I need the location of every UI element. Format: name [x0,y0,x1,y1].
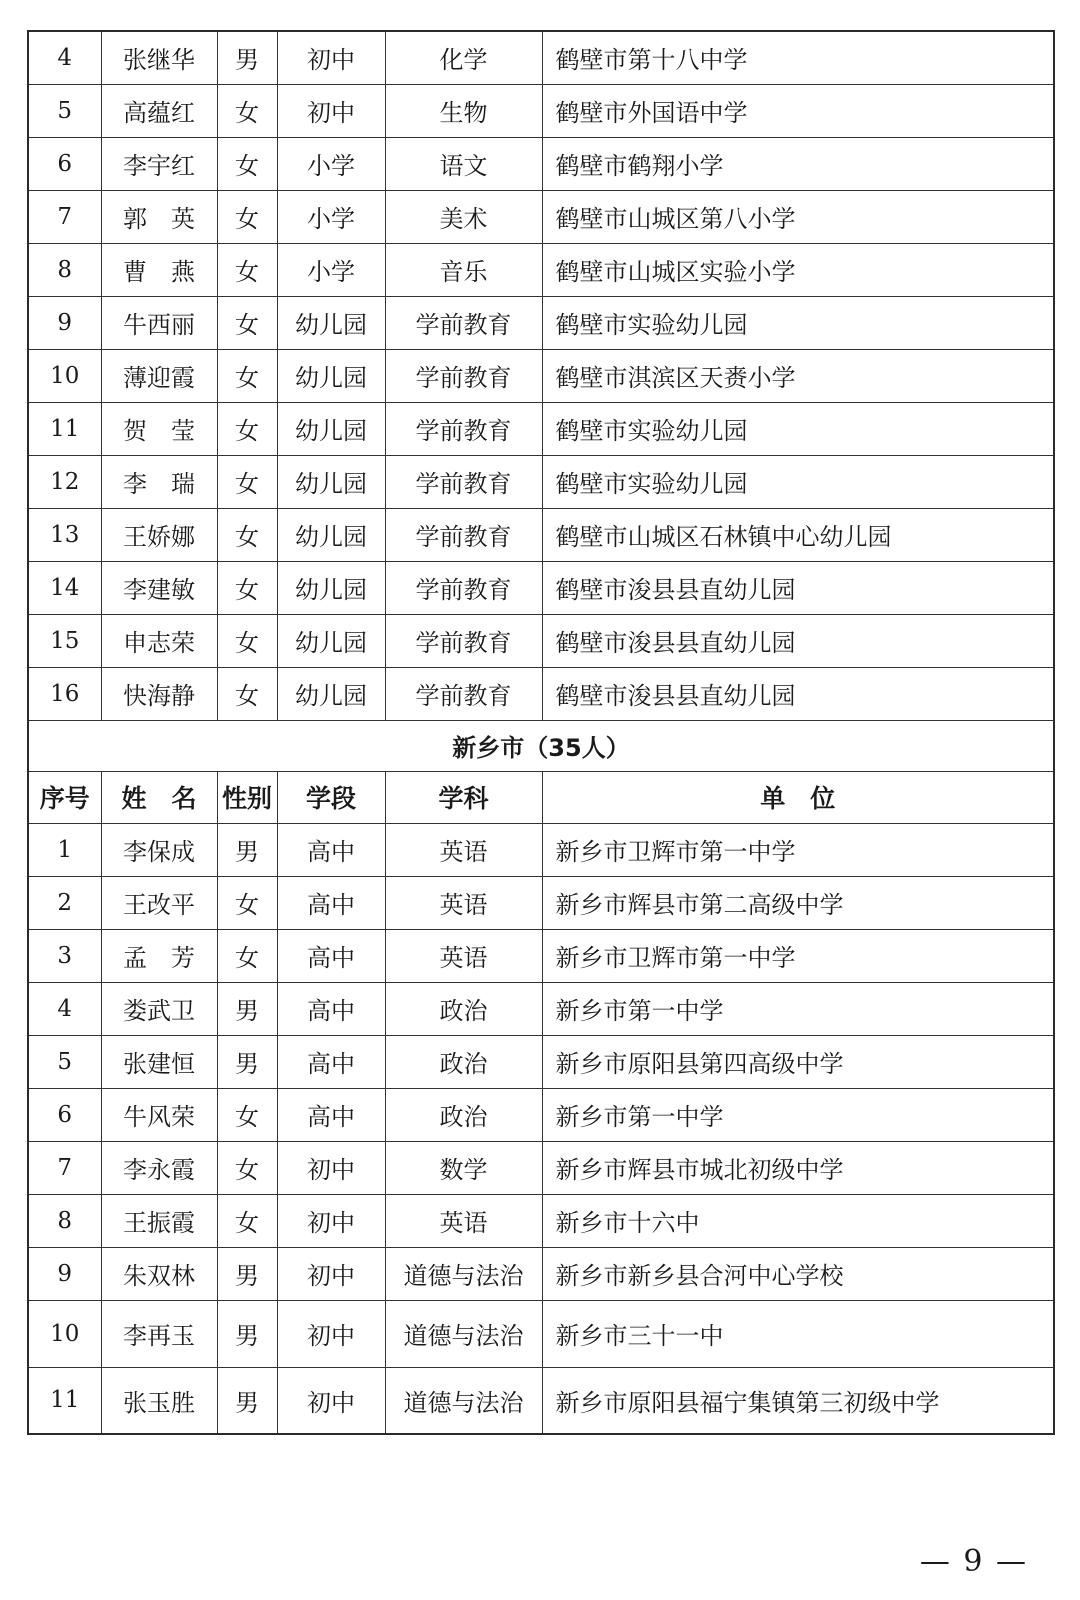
cell-gender: 女 [217,561,277,614]
cell-name: 王改平 [101,876,217,929]
cell-stage: 幼儿园 [277,561,385,614]
cell-name: 李 瑞 [101,455,217,508]
cell-unit: 鹤壁市实验幼儿园 [542,296,1054,349]
cell-name: 郭 英 [101,190,217,243]
cell-unit: 新乡市第一中学 [542,1088,1054,1141]
cell-stage: 幼儿园 [277,614,385,667]
cell-subject: 音乐 [385,243,542,296]
cell-subject: 政治 [385,1088,542,1141]
cell-no: 1 [28,823,101,876]
cell-name: 王振霞 [101,1194,217,1247]
cell-gender: 女 [217,667,277,720]
cell-no: 7 [28,1141,101,1194]
table-row [28,84,1054,137]
cell-no: 7 [28,190,101,243]
table-row [28,296,1054,349]
cell-gender: 女 [217,508,277,561]
cell-subject: 数学 [385,1141,542,1194]
cell-stage: 幼儿园 [277,508,385,561]
cell-unit: 新乡市三十一中 [542,1300,1054,1367]
cell-stage: 初中 [277,84,385,137]
section-title: 新乡市（35人） [28,720,1054,771]
cell-name: 张玉胜 [101,1367,217,1434]
cell-stage: 初中 [277,1194,385,1247]
cell-no: 9 [28,296,101,349]
table-row [28,402,1054,455]
cell-stage: 高中 [277,823,385,876]
table-row [28,243,1054,296]
cell-unit: 新乡市十六中 [542,1194,1054,1247]
cell-gender: 女 [217,876,277,929]
table-row [28,614,1054,667]
column-header-row [28,771,1054,823]
cell-gender: 女 [217,1194,277,1247]
cell-stage: 幼儿园 [277,349,385,402]
cell-gender: 女 [217,296,277,349]
cell-stage: 高中 [277,929,385,982]
cell-name: 张建恒 [101,1035,217,1088]
cell-gender: 女 [217,402,277,455]
cell-stage: 初中 [277,1141,385,1194]
cell-no: 2 [28,876,101,929]
cell-subject: 道德与法治 [385,1300,542,1367]
cell-stage: 高中 [277,876,385,929]
cell-unit: 新乡市第一中学 [542,982,1054,1035]
cell-gender: 女 [217,190,277,243]
cell-no: 9 [28,1247,101,1300]
teacher-roster-table [27,30,1055,1435]
cell-name: 牛风荣 [101,1088,217,1141]
cell-gender: 男 [217,1035,277,1088]
cell-no: 13 [28,508,101,561]
table-row [28,508,1054,561]
table-row [28,823,1054,876]
cell-gender: 女 [217,243,277,296]
cell-unit: 鹤壁市山城区实验小学 [542,243,1054,296]
cell-gender: 女 [217,455,277,508]
section-row [28,720,1054,771]
cell-unit: 鹤壁市第十八中学 [542,31,1054,84]
cell-no: 14 [28,561,101,614]
cell-name: 张继华 [101,31,217,84]
cell-name: 贺 莹 [101,402,217,455]
table-row [28,1141,1054,1194]
cell-gender: 男 [217,1300,277,1367]
cell-no: 5 [28,1035,101,1088]
cell-subject: 学前教育 [385,561,542,614]
cell-unit: 鹤壁市淇滨区天赉小学 [542,349,1054,402]
cell-stage: 初中 [277,31,385,84]
cell-subject: 学前教育 [385,349,542,402]
cell-no: 16 [28,667,101,720]
cell-stage: 高中 [277,1088,385,1141]
table-row [28,929,1054,982]
cell-gender: 男 [217,823,277,876]
column-header-no: 序号 [28,771,101,823]
cell-name: 李保成 [101,823,217,876]
cell-no: 11 [28,1367,101,1434]
cell-stage: 初中 [277,1300,385,1367]
cell-gender: 男 [217,1367,277,1434]
cell-gender: 女 [217,137,277,190]
table-row [28,190,1054,243]
cell-unit: 鹤壁市浚县县直幼儿园 [542,561,1054,614]
table-row [28,1035,1054,1088]
cell-unit: 新乡市原阳县福宁集镇第三初级中学 [542,1367,1054,1434]
cell-unit: 新乡市原阳县第四高级中学 [542,1035,1054,1088]
cell-name: 李宇红 [101,137,217,190]
cell-no: 11 [28,402,101,455]
column-header-name: 姓 名 [101,771,217,823]
column-header-gender: 性别 [217,771,277,823]
cell-stage: 高中 [277,1035,385,1088]
cell-unit: 鹤壁市山城区第八小学 [542,190,1054,243]
cell-stage: 小学 [277,137,385,190]
cell-subject: 语文 [385,137,542,190]
cell-unit: 新乡市卫辉市第一中学 [542,823,1054,876]
column-header-subject: 学科 [385,771,542,823]
cell-no: 15 [28,614,101,667]
cell-name: 李永霞 [101,1141,217,1194]
roster-body [28,31,1054,1434]
cell-gender: 男 [217,1247,277,1300]
cell-name: 李建敏 [101,561,217,614]
cell-name: 曹 燕 [101,243,217,296]
cell-name: 高蕴红 [101,84,217,137]
cell-subject: 英语 [385,823,542,876]
cell-unit: 鹤壁市鹤翔小学 [542,137,1054,190]
table-row [28,1247,1054,1300]
cell-stage: 幼儿园 [277,455,385,508]
cell-gender: 男 [217,982,277,1035]
cell-no: 6 [28,1088,101,1141]
cell-subject: 道德与法治 [385,1247,542,1300]
cell-subject: 学前教育 [385,402,542,455]
cell-name: 朱双林 [101,1247,217,1300]
column-header-unit: 单 位 [542,771,1054,823]
cell-gender: 女 [217,349,277,402]
table-row [28,455,1054,508]
cell-subject: 学前教育 [385,296,542,349]
cell-no: 4 [28,31,101,84]
table-row [28,137,1054,190]
cell-name: 孟 芳 [101,929,217,982]
cell-gender: 男 [217,31,277,84]
cell-subject: 道德与法治 [385,1367,542,1434]
cell-gender: 女 [217,84,277,137]
cell-no: 6 [28,137,101,190]
cell-no: 10 [28,349,101,402]
cell-unit: 新乡市辉县市城北初级中学 [542,1141,1054,1194]
cell-subject: 美术 [385,190,542,243]
cell-name: 李再玉 [101,1300,217,1367]
cell-subject: 学前教育 [385,614,542,667]
cell-unit: 鹤壁市实验幼儿园 [542,455,1054,508]
cell-stage: 幼儿园 [277,667,385,720]
cell-unit: 鹤壁市浚县县直幼儿园 [542,667,1054,720]
cell-subject: 学前教育 [385,667,542,720]
cell-stage: 初中 [277,1247,385,1300]
table-row [28,1088,1054,1141]
cell-stage: 小学 [277,243,385,296]
cell-gender: 女 [217,1141,277,1194]
cell-no: 12 [28,455,101,508]
cell-subject: 英语 [385,1194,542,1247]
cell-name: 王娇娜 [101,508,217,561]
cell-no: 8 [28,1194,101,1247]
column-header-stage: 学段 [277,771,385,823]
cell-stage: 初中 [277,1367,385,1434]
cell-name: 娄武卫 [101,982,217,1035]
cell-no: 10 [28,1300,101,1367]
cell-subject: 政治 [385,1035,542,1088]
cell-subject: 生物 [385,84,542,137]
table-row [28,982,1054,1035]
cell-unit: 鹤壁市山城区石林镇中心幼儿园 [542,508,1054,561]
cell-subject: 学前教育 [385,455,542,508]
cell-subject: 化学 [385,31,542,84]
cell-subject: 英语 [385,876,542,929]
cell-name: 薄迎霞 [101,349,217,402]
cell-gender: 女 [217,929,277,982]
cell-gender: 女 [217,1088,277,1141]
table-row [28,1300,1054,1367]
table-row [28,1367,1054,1434]
table-row [28,876,1054,929]
cell-unit: 鹤壁市实验幼儿园 [542,402,1054,455]
cell-stage: 幼儿园 [277,296,385,349]
table-row [28,349,1054,402]
page-number: — 9 — [919,1544,1028,1579]
cell-name: 申志荣 [101,614,217,667]
cell-name: 牛西丽 [101,296,217,349]
cell-unit: 鹤壁市浚县县直幼儿园 [542,614,1054,667]
cell-unit: 鹤壁市外国语中学 [542,84,1054,137]
table-row [28,1194,1054,1247]
cell-stage: 高中 [277,982,385,1035]
cell-subject: 学前教育 [385,508,542,561]
table-row [28,667,1054,720]
cell-no: 8 [28,243,101,296]
cell-no: 4 [28,982,101,1035]
cell-no: 3 [28,929,101,982]
table-row [28,561,1054,614]
cell-unit: 新乡市新乡县合河中心学校 [542,1247,1054,1300]
cell-gender: 女 [217,614,277,667]
cell-unit: 新乡市辉县市第二高级中学 [542,876,1054,929]
cell-name: 快海静 [101,667,217,720]
table-row [28,31,1054,84]
cell-stage: 幼儿园 [277,402,385,455]
cell-no: 5 [28,84,101,137]
cell-stage: 小学 [277,190,385,243]
cell-subject: 政治 [385,982,542,1035]
cell-subject: 英语 [385,929,542,982]
cell-unit: 新乡市卫辉市第一中学 [542,929,1054,982]
